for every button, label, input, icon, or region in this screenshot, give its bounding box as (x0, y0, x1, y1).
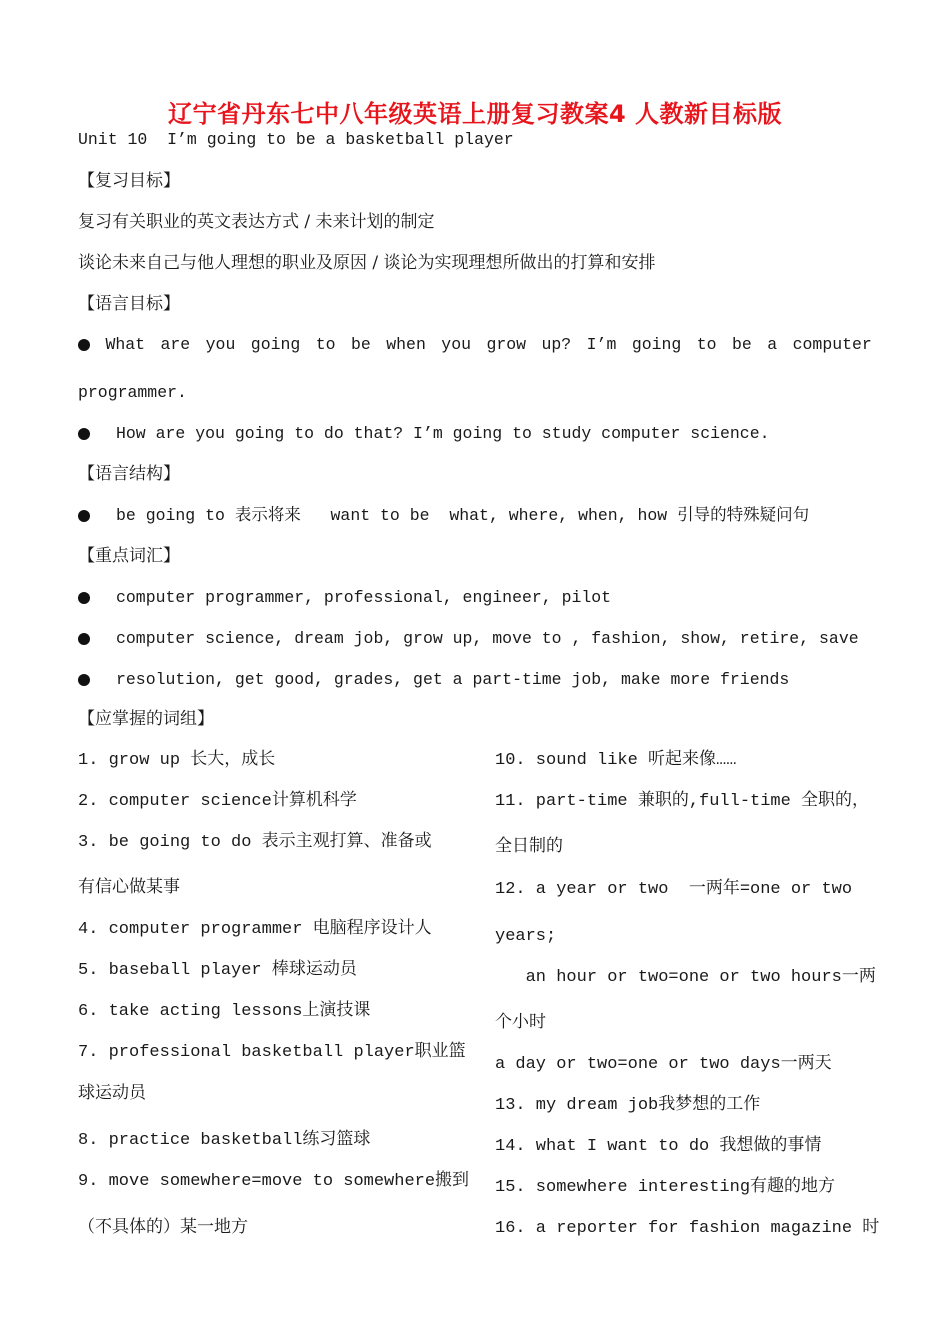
phrase-right-16: 16. a reporter for fashion magazine 时 (495, 1219, 880, 1238)
phrase-left-3: 3. be going to do 表示主观打算、准备或 (78, 833, 432, 852)
unit-title: Unit 10 I’m going to be a basketball player (78, 130, 514, 149)
language-goal-heading: 【语言目标】 (78, 294, 180, 314)
phrase-right-15: 15. somewhere interesting有趣的地方 (495, 1178, 836, 1197)
phrase-right-12-c: a day or two=one or two days一两天 (495, 1055, 832, 1074)
review-goal-2: 谈论未来自己与他人理想的职业及原因 / 谈论为实现理想所做出的打算和安排 (78, 253, 656, 273)
vocab-line-3: resolution, get good, grades, get a part-time job, make more friends (78, 668, 789, 691)
phrase-right-12-b-cont: 个小时 (495, 1014, 546, 1033)
vocab-line-2: computer science, dream job, grow up, move to , fashion, show, retire, save (78, 627, 859, 650)
phrase-left-4: 4. computer programmer 电脑程序设计人 (78, 920, 432, 939)
review-goal-heading: 【复习目标】 (78, 171, 180, 191)
vocab-heading: 【重点词汇】 (78, 546, 180, 566)
bullet-icon (78, 627, 116, 649)
phrase-left-7-cont: 球运动员 (78, 1085, 146, 1104)
bullet-icon (78, 586, 116, 608)
language-goal-1-cont: programmer. (78, 383, 187, 402)
bullet-icon (78, 504, 116, 526)
phrase-left-5: 5. baseball player 棒球运动员 (78, 961, 357, 980)
phrase-left-6: 6. take acting lessons上演技课 (78, 1002, 371, 1021)
phrases-heading: 【应掌握的词组】 (78, 709, 214, 729)
phrase-right-11: 11. part-time 兼职的,full-time 全职的， (495, 792, 870, 811)
bullet-icon (78, 668, 116, 690)
bullet-icon (78, 334, 90, 356)
language-goal-2-line: How are you going to do that? I’m going to study computer science. (78, 422, 770, 445)
phrase-left-1: 1. grow up 长大，成长 (78, 751, 276, 770)
phrase-right-11-cont: 全日制的 (495, 838, 563, 857)
phrase-right-12: 12. a year or two 一两年=one or two (495, 880, 853, 899)
phrase-left-2: 2. computer science计算机科学 (78, 792, 357, 811)
phrase-left-9: 9. move somewhere=move to somewhere搬到 (78, 1172, 470, 1191)
phrase-right-13: 13. my dream job我梦想的工作 (495, 1096, 761, 1115)
phrase-left-9-cont: （不具体的）某一地方 (78, 1219, 248, 1238)
phrase-left-3-cont: 有信心做某事 (78, 879, 180, 898)
vocab-line-1: computer programmer, professional, engineer, pilot (78, 586, 611, 609)
phrase-left-8: 8. practice basketball练习篮球 (78, 1131, 371, 1150)
review-goal-1: 复习有关职业的英文表达方式 / 未来计划的制定 (78, 212, 435, 232)
structure-line: be going to 表示将来 want to be what, where, when, how 引导的特殊疑问句 (78, 504, 809, 527)
phrase-right-12-b: an hour or two=one or two hours一两 (495, 968, 876, 987)
page-title: 辽宁省丹东七中八年级英语上册复习教案4 人教新目标版 (167, 100, 783, 128)
phrase-right-12-cont: years; (495, 927, 557, 946)
language-goal-1-line: What are you going to be when you grow up? I’m going to be a computer (78, 334, 872, 356)
phrase-left-7: 7. professional basketball player职业篮 (78, 1043, 466, 1062)
phrase-right-14: 14. what I want to do 我想做的事情 (495, 1137, 822, 1156)
bullet-icon (78, 422, 116, 444)
phrase-right-10: 10. sound like 听起来像…… (495, 751, 737, 770)
structure-heading: 【语言结构】 (78, 464, 180, 484)
